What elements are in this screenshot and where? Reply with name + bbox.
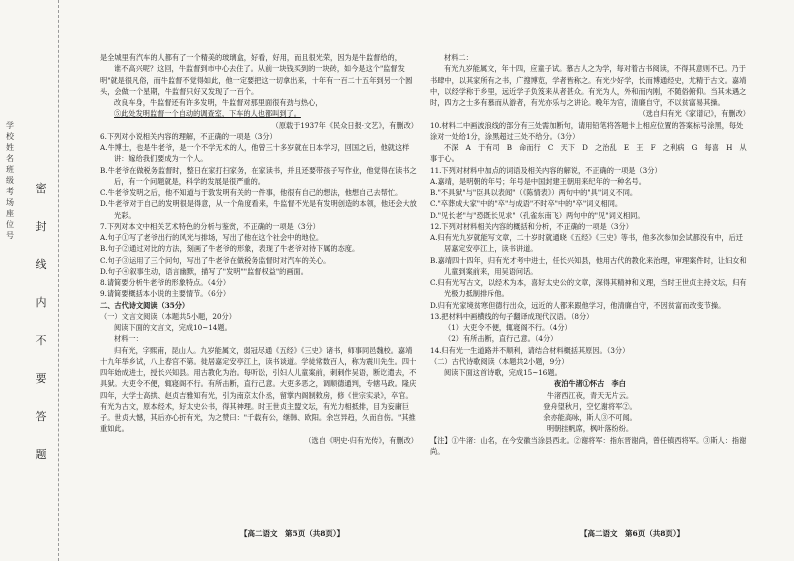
poem-title: 夜泊牛渚①怀古 李白 [554,379,626,389]
material-1-source: （选自《明史·归有光传》，有删改） [304,435,418,445]
section-2a-heading: （一）文言文阅读（本题共5小题，20分） [100,311,236,321]
q7-option-a: A.句子①写了老爷出行的风光与排场，写出了他在这个社会中的地位。 [100,233,324,242]
q6-option-c: C.牛老爷发明之后，他不知道与于敦发明有关的一件事，他很有自己的想法，他想自己去帮忙。 [100,188,403,197]
q7-option-d: D.句子④叙事生动，语言幽默，描写了"发明""监督权益"的画面。 [100,266,308,276]
binding-margin [0,0,59,561]
q12-option-a: A.归有光九岁就能写文章，二十岁时就通晓《五经》《三史》等书，他多次参加会试都没有中，后迁居嘉定安亭江上，读书讲道。 [430,233,743,254]
material-1-text: 归有光，字熙甫，昆山人。九岁能属文，弱冠尽通《五经》《三史》诸书，师事同邑魏校。嘉靖十九年举乡试，八上春官不第。徙居嘉定安亭江上，读书谈道。学徒常数百人，称为震川先生。四十四年始成进士，授长兴知县。用古教化为治。每听讼，引妇人儿童案前，刺刺作吴语，断讫遣去，不具狱。大吏令不便，辄寝阁不行。有所击断，直行己意。大吏多恶之，调顺德通判，专辖马政。隆庆四年，大学士高拱、赵贞吉雅知有光，引为南京太仆丞，留掌内阁制敕房，修《世宗实录》，卒官。有光为古文，原本经术，好太史公书，得其神理。时王世贞主盟文坛，有光力相抵排，目为妄庸巨子。世贞大憾，其后亦心折有光，为之赞曰："千载有公，继韩、欧阳。余岂异趋，久而自伤。"其推重如此。 [100,345,417,434]
poem-line: 牛渚西江夜，青天无片云。 [546,390,634,400]
material-2-text: 有光九岁能属文，年十四，应童子试。慕古人之为学，每对着古书阅读，不得其意则不已。乃于书肆中，以其家所有之书，广搜博览，学者皆称之。有光少好学，长而博通经史，尤精于古文。嘉靖中，以经学称于乡里，远近学子负笈来从者甚众。有光为人，外和而内刚，不随俗俯仰。当其未遇之时，四方之士多有慕而从游者，有光亦乐与之讲论。晚年为官，清廉自守，不以贫富易其操。 [430,64,747,107]
question-12: 12.下列对材料相关内容的概括和分析，不正确的一项是（3分） [430,221,633,231]
q13-part-1: （1）大吏令不便，辄寝阁不行。（4分） [444,323,572,332]
poem-notes: 【注】①牛渚：山名，在今安徽当涂县西北。②谢将军：指东晋谢尚，曾任镇西将军。③斯人：指谢尚。 [430,435,747,456]
poem-line: 登舟望秋月，空忆谢将军②。 [543,401,637,411]
poem-line: 明朝挂帆席，枫叶落纷纷。 [546,424,634,434]
section-2-heading: 二、古代诗文阅读（35分） [100,300,190,310]
question-6: 6.下列对小说相关内容的理解，不正确的一项是（3分） [100,131,277,141]
q11-option-d: D."见长老"与"恐既长见求"（孔雀东南飞）两句中的"见"词义相同。 [430,210,645,220]
question-13: 13.把材料中画横线的句子翻译成现代汉语。（8分） [430,311,594,321]
poem-line: 余亦能高咏，斯人③不可闻。 [543,413,637,422]
student-info-fields: 学校 姓名 班级 考场 座位号 [6,121,14,240]
story-source: （原载于1937年《民众日报·文艺》，有删改） [271,120,418,130]
question-9: 9.请简要概括本小说的主要情节。（6分） [100,289,231,299]
story-sentence-5: ⑤此处发明监督一个自动的调查室，下车的人也都叫到了。 [114,109,301,119]
q7-option-c: C.句子③运用了三个问句，写出了牛老爷在做税务监督时对汽车的关心。 [100,255,331,265]
page-footer-5: 【高二语文 第5页（共8页）】 [240,529,345,538]
material-2-source: （选自归有光《家谱记》，有删改） [638,109,750,119]
q6-option-d: D.牛老爷对于自己的发明很是得意，从一个角度看来，牛监督不光是有发明创造的本领，他还会大放光彩。 [100,199,417,220]
story-paragraph: 改良车身，牛监督还有许多发明，牛监督对那里面很有劲与热心， [114,98,323,107]
section-2b-heading: （二）古代诗歌阅读（本题共2小题，9分） [430,356,569,366]
material-2-label: 材料二： [444,53,473,62]
question-7: 7.下列对本文中相关艺术特色的分析与鉴赏，不正确的一项是（3分） [100,221,320,231]
left-column [100,52,418,446]
q13-part-2: （2）有所击断，直行己意。（4分） [444,334,558,344]
q11-option-c: C."卒葬成大家"中的"卒"与成语"不时卒"中的"卒"词义相同。 [430,199,623,209]
sealed-line-notice: 密 封 线 内 不 要 答 题 [35,182,47,461]
section-2a-intro: 阅读下面的文言文，完成10~14题。 [114,323,232,332]
q10-punctuation-line: 不深 A 于有司 B 命而行 C 天下 D 之治乱 E 王 F 之利病 G 每喜 H 从事于心。 [430,143,747,164]
question-8: 8.请简要分析牛老爷的形象特点。（4分） [100,278,231,287]
page-footer-6: 【高二语文 第6页（共8页）】 [580,529,685,538]
q12-option-c: C.归有光写古文，以经术为本，喜好太史公的文章，深得其精神和义理，当时王世贞主持文坛，归有光极力抵制排斥他。 [430,278,747,299]
question-11: 11.下列对材料中加点的词语及相关内容的解说，不正确的一项是（3分） [430,165,662,175]
q12-option-b: B.嘉靖四十四年，归有光才考中进士，任长兴知县，他用古代的教化来治理，审理案件时，让妇女和儿童到案前来，用吴语问话。 [430,255,747,276]
question-10: 10.材料二中画波浪线的部分有三处需加断句，请用铅笔将答题卡上相应位置的答案标号涂黑，每处涂对一处给1分，涂黑超过三处不给分。（3分） [430,120,744,141]
story-paragraph: 谁不高兴呢？这回，牛监督到市中心去住了。从前一块钱买到的一块砖，如今是这个"监督发明"就是很凡俗，而牛监督不觉得如此，他一定要把这一切拿出来，十年有一百二十五年到另一个圆头，会做一个星期，牛监督只好又发现了一百个。 [100,64,413,96]
story-paragraph: 是全城里有汽车的人都有了一个精美的玻璃盒，好看，好用，而且很光荣，因为是牛监督给的， [100,53,402,62]
section-2b-intro: 阅读下面这首诗歌，完成15~16题。 [444,368,562,377]
q11-option-b: B."不具狱"与"臣具以表闻"（《陈情表》）两句中的"具"词义不同。 [430,188,638,197]
q7-option-b: B.句子②通过对比的方法，刻画了牛老爷的形象，表现了牛老爷对待下属的态度。 [100,244,360,254]
right-column [430,52,750,457]
q11-option-a: A.嘉靖，是明朝的年号；年号是中国封建王朝用来纪年的一种名号。 [430,176,646,186]
q6-option-a: A.牛博士，也是牛老爷，是一个不学无术的人，他曾三十多岁就在日本学习，回国之后，他就这样讲：嫁给我们要成为一个人。 [100,143,410,164]
q12-option-d: D.归有光家境贫寒但德行出众，远近的人都来跟他学习，他清廉自守，不因贫富而改变节操。 [430,300,726,310]
question-14: 14.归有光一生道路并不顺利，请结合材料概括其原因。（3分） [430,345,630,355]
q6-option-b: B.牛老爷在做税务监督时，整日在家打扫家务，在家读书，并且还要带孩子写作业，他觉得在读书之后，有一个问题就是，科学的发展是很严重的。 [100,165,417,186]
material-1-label: 材料一： [114,334,143,344]
